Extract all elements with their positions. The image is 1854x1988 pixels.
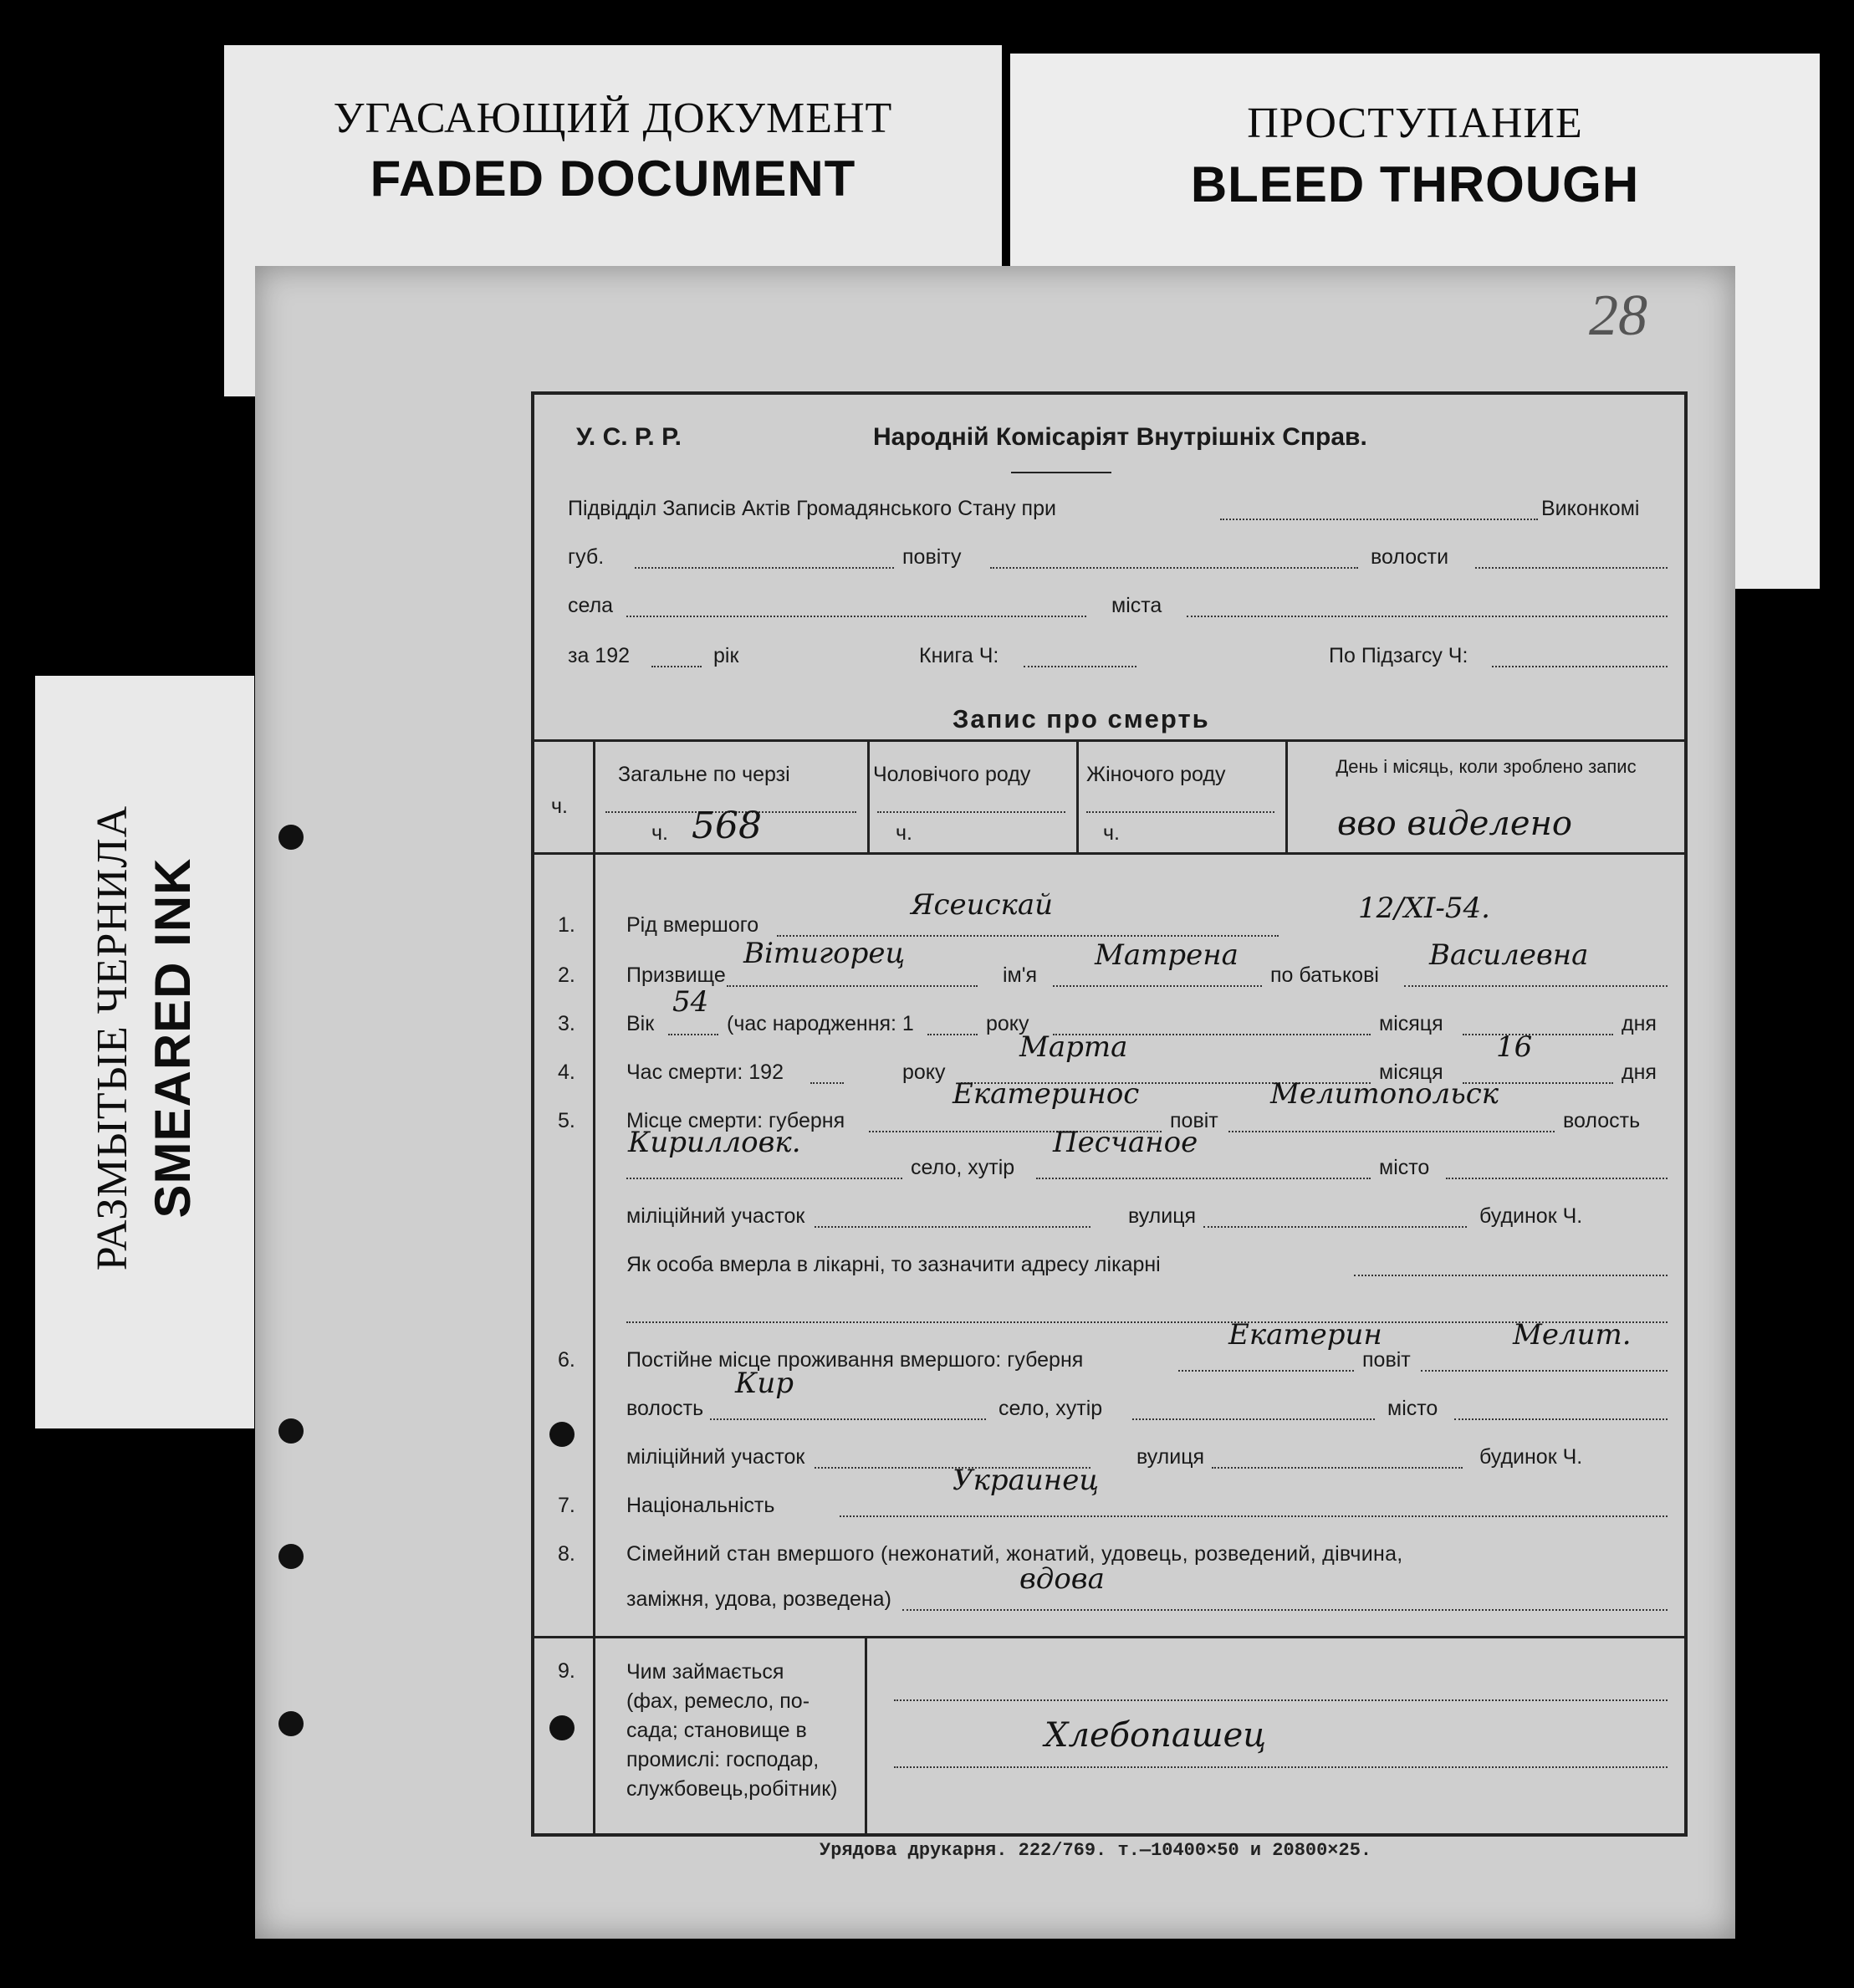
death-day-value: 16: [1496, 1030, 1533, 1064]
faded-label-ru: УГАСАЮЩИЙ ДОКУМЕНТ: [333, 95, 893, 142]
row-number: 5.: [558, 1109, 575, 1132]
record-date-2: 12/XI-54.: [1358, 892, 1490, 925]
fill-line: [1024, 666, 1136, 667]
residence-misto-label: місто: [1387, 1397, 1438, 1420]
fill-line: [1404, 985, 1668, 987]
fill-line: [1036, 1178, 1371, 1179]
death-volost-value: Кирилловк.: [628, 1126, 801, 1159]
death-time-label: Час смерти: 192: [626, 1060, 784, 1084]
volost-label: волости: [1371, 545, 1449, 569]
fill-line: [1492, 666, 1668, 667]
fill-line: [927, 1034, 978, 1035]
fill-line: [1187, 616, 1668, 617]
death-house-label: будинок Ч.: [1479, 1204, 1583, 1228]
hospital-label: Як особа вмерла в лікарні, то зазначити адресу лікарні: [626, 1253, 1161, 1276]
fill-line: [1454, 1418, 1668, 1420]
row-number: 3.: [558, 1012, 575, 1035]
fill-line: [626, 1178, 902, 1179]
origin-label: Рід вмершого: [626, 913, 759, 937]
fill-line: [626, 616, 1086, 617]
record-date: вво виделено: [1337, 805, 1572, 843]
fill-line: [1220, 519, 1538, 520]
divider: [1011, 472, 1111, 473]
residence-street-label: вулиця: [1136, 1445, 1205, 1469]
table-border: [865, 1636, 867, 1833]
table-border: [534, 1636, 1684, 1638]
row-number: 8.: [558, 1542, 575, 1566]
name-label: ім'я: [1003, 963, 1038, 987]
birth-day-label: дня: [1622, 1012, 1657, 1035]
fill-line: [727, 985, 978, 987]
column-general: Загальне по черзі: [618, 763, 790, 786]
fill-line: [990, 567, 1358, 569]
fill-line: [894, 1766, 1668, 1768]
nationality-value: Украинец: [953, 1464, 1100, 1497]
residence-label: Постійне місце проживання вмершого: губерня: [626, 1348, 1084, 1372]
column-male: Чоловічого роду: [873, 763, 1031, 786]
year-prefix: за 192: [568, 644, 631, 667]
column-date: День і місяць, коли зроблено запис: [1336, 756, 1637, 777]
death-volost-label: волость: [1563, 1109, 1641, 1132]
povit-label: повіту: [902, 545, 962, 569]
fill-line: [1421, 1370, 1668, 1372]
death-selo-label: село, хутір: [911, 1156, 1015, 1179]
row-number: 6.: [558, 1348, 575, 1372]
occupation-label: [626, 1658, 837, 1804]
fill-line: [668, 1034, 718, 1035]
residence-povit-value: Мелит.: [1513, 1318, 1632, 1352]
fill-line: [1228, 1131, 1555, 1132]
occupation-label-line: Чим займається: [626, 1660, 784, 1684]
death-selo-value: Песчаное: [1053, 1126, 1198, 1159]
fill-line: [710, 1418, 986, 1420]
fill-line: [1446, 1178, 1668, 1179]
row-number: 9.: [558, 1659, 575, 1683]
year-suffix: рік: [713, 644, 739, 667]
residence-volost-value: Кир: [735, 1367, 794, 1400]
surname-value: Вітигорец: [743, 937, 906, 970]
ch-prefix: ч.: [896, 821, 912, 845]
bleed-label-en: BLEED THROUGH: [1190, 156, 1640, 212]
fill-line: [1178, 1370, 1354, 1372]
bleed-label-ru: ПРОСТУПАНИЕ: [1247, 100, 1583, 147]
death-day-label: дня: [1622, 1060, 1657, 1084]
fill-line: [1463, 1034, 1613, 1035]
fill-line: [902, 1609, 1668, 1611]
page-number: 28: [1589, 284, 1647, 348]
vykonkom-label: Виконкомі: [1541, 497, 1640, 520]
family-label-1: Сімейний стан вмершого (нежонатий, жонатий, удовець, розведений, дівчина,: [626, 1542, 1403, 1566]
table-border: [534, 852, 1684, 855]
fill-line: [651, 666, 702, 667]
death-povit-label: повіт: [1170, 1109, 1218, 1132]
age-label: Вік: [626, 1012, 655, 1035]
punch-hole: [278, 1418, 304, 1444]
death-month-label: місяця: [1379, 1060, 1443, 1084]
occupation-label-line: (фах, ремесло, по-: [626, 1689, 810, 1713]
patronymic-value: Василевна: [1429, 938, 1589, 972]
origin-value: Ясеискай: [911, 888, 1054, 922]
death-povit-value: Мелитопольск: [1270, 1077, 1499, 1111]
faded-label-en: FADED DOCUMENT: [370, 151, 856, 207]
fill-line: [815, 1226, 1090, 1228]
death-street-label: вулиця: [1128, 1204, 1197, 1228]
column-ch: ч.: [551, 795, 568, 818]
residence-gubernia-value: Екатерин: [1228, 1318, 1382, 1352]
birth-year-label: року: [986, 1012, 1029, 1035]
fill-line: [1475, 567, 1668, 569]
surname-label: Призвище: [626, 963, 726, 987]
fill-line: [840, 1515, 1668, 1517]
first-name-value: Матрена: [1095, 938, 1239, 972]
table-border: [534, 739, 1684, 742]
death-record-form: [531, 391, 1688, 1837]
birth-label: (час народження: 1: [727, 1012, 914, 1035]
punch-hole: [278, 825, 304, 850]
family-value: вдова: [1019, 1562, 1105, 1596]
nationality-label: Національність: [626, 1494, 775, 1517]
fill-line: [635, 567, 894, 569]
fill-line: [810, 1082, 844, 1084]
residence-povit-label: повіт: [1362, 1348, 1411, 1372]
death-month-value: Марта: [1019, 1030, 1128, 1064]
fill-line: [877, 811, 1065, 813]
sela-label: села: [568, 594, 614, 617]
row-number: 1.: [558, 913, 575, 937]
row-number: 4.: [558, 1060, 575, 1084]
record-number: 568: [692, 805, 762, 847]
family-label-2: заміжня, удова, розведена): [626, 1587, 891, 1611]
ch-prefix: ч.: [1103, 821, 1120, 845]
residence-militia-label: міліційний участок: [626, 1445, 805, 1469]
fill-line: [1203, 1226, 1467, 1228]
book-label: Книга Ч:: [919, 644, 999, 667]
patronymic-label: по батькові: [1270, 963, 1379, 987]
residence-selo-label: село, хутір: [999, 1397, 1103, 1420]
punch-hole: [278, 1711, 304, 1736]
occupation-label-line: сада; становище в: [626, 1719, 807, 1742]
residence-volost-label: волость: [626, 1397, 704, 1420]
table-border: [1076, 739, 1079, 852]
row-number: 7.: [558, 1494, 575, 1517]
smear-label-ru: РАЗМЫТЫЕ ЧЕРНИЛА: [89, 805, 136, 1271]
death-year-label: року: [902, 1060, 946, 1084]
table-border: [1285, 739, 1288, 852]
birth-month-label: місяця: [1379, 1012, 1443, 1035]
table-border: [593, 739, 595, 1833]
ch-prefix: ч.: [651, 821, 668, 845]
column-female: Жіночого роду: [1086, 763, 1226, 786]
fill-line: [626, 1321, 1668, 1323]
smeared-ink-label: [35, 676, 254, 1428]
death-militia-label: міліційний участок: [626, 1204, 805, 1228]
residence-house-label: будинок Ч.: [1479, 1445, 1583, 1469]
table-border: [867, 739, 870, 852]
occupation-label-line: службовець,робітник): [626, 1777, 838, 1801]
fill-line: [1212, 1467, 1463, 1469]
punch-hole: [278, 1544, 304, 1569]
occupation-value: Хлебопашец: [1044, 1716, 1267, 1755]
form-title: Запис про смерть: [953, 704, 1210, 733]
state-label: У. С. Р. Р.: [576, 423, 682, 451]
gub-label: губ.: [568, 545, 605, 569]
fill-line: [1132, 1418, 1375, 1420]
occupation-label-line: промислі: господар,: [626, 1748, 820, 1771]
subdept-label: Підвідділ Записів Актів Громадянського Стану при: [568, 497, 1056, 520]
fill-line: [1086, 811, 1274, 813]
mista-label: міста: [1111, 594, 1162, 617]
fill-line: [1053, 985, 1262, 987]
printer-footer: Урядова друкарня. 222/769. т.—10400×50 и 20800×25.: [820, 1840, 1372, 1861]
death-misto-label: місто: [1379, 1156, 1430, 1179]
smear-label-en: SMEARED INK: [145, 857, 201, 1219]
fill-line: [894, 1699, 1668, 1701]
fill-line: [1354, 1275, 1668, 1276]
death-gubernia-value: Екатеринос: [953, 1077, 1140, 1111]
row-number: 2.: [558, 963, 575, 987]
subrecord-label: По Підзагсу Ч:: [1329, 644, 1468, 667]
ministry-label: Народній Комісаріят Внутрішніх Справ.: [873, 423, 1367, 451]
death-place-label: Місце смерти: губерня: [626, 1109, 845, 1132]
age-value: 54: [672, 985, 709, 1019]
